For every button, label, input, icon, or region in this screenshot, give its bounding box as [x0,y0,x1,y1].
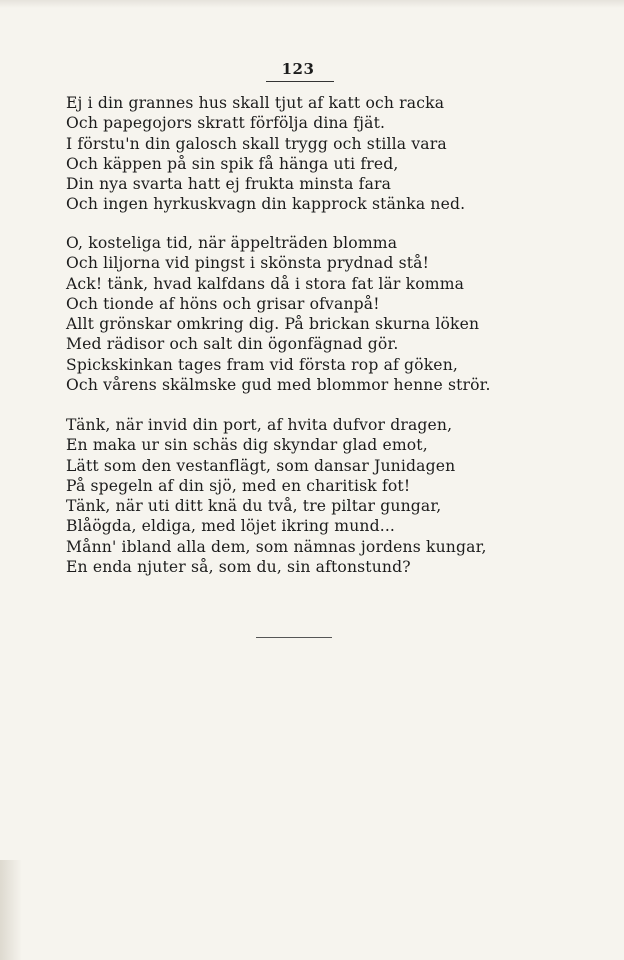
poem-line: Lätt som den vestanflägt, som dansar Junidagen [66,456,456,475]
poem-line: Och käppen på sin spik få hänga uti fred, [66,154,399,173]
poem-line: Spickskinkan tages fram vid första rop af göken, [66,355,458,374]
page-number-rule [266,81,334,82]
poem-line: Och ingen hyrkuskvagn din kapprock stänka ned. [66,195,466,214]
poem-line: O, kosteliga tid, när äppelträden blomma [66,234,398,252]
poem-line: Och tionde af höns och grisar ofvanpå! [66,294,380,313]
poem-line: Med rädisor och salt din ögonfägnad gör. [66,335,399,354]
show-through-text [205,665,435,845]
stanza-1 [66,93,486,215]
section-end-rule [256,637,332,638]
page-edge-shadow [0,860,22,960]
poem-line: I förstu'n din galosch skall trygg och stilla vara [66,134,447,153]
poem-line: Ej i din grannes hus skall tjut af katt och racka [66,94,445,112]
page-top-edge [0,0,624,8]
poem-line: Blåögda, eldiga, med löjet ikring mund... [66,517,396,536]
stanza-3 [66,415,486,577]
poem-line: Och liljorna vid pingst i skönsta prydnad stå! [66,254,429,273]
poem-line: En maka ur sin schäs dig skyndar glad emot, [66,436,428,455]
poem-line: Månn' ibland alla dem, som nämnas jordens kungar, [66,537,487,556]
poem-line: Tänk, när uti ditt knä du två, tre piltar gungar, [66,497,442,516]
poem-line: Och vårens skälmske gud med blommor henne strör. [66,376,491,395]
page-number: 123 [281,60,315,78]
poem-line: Tänk, när invid din port, af hvita dufvor dragen, [66,416,453,434]
stanza-2 [66,233,491,395]
poem-line: Din nya svarta hatt ej frukta minsta fara [66,175,392,194]
poem-line: Allt grönskar omkring dig. På brickan skurna löken [66,315,480,334]
poem-line: Ack! tänk, hvad kalfdans då i stora fat lär komma [66,274,465,293]
poem-line: På spegeln af din sjö, med en charitisk fot! [66,476,411,495]
poem-line: En enda njuter så, som du, sin aftonstund? [66,558,411,577]
poem-line: Och papegojors skratt förfölja dina fjät. [66,114,386,133]
